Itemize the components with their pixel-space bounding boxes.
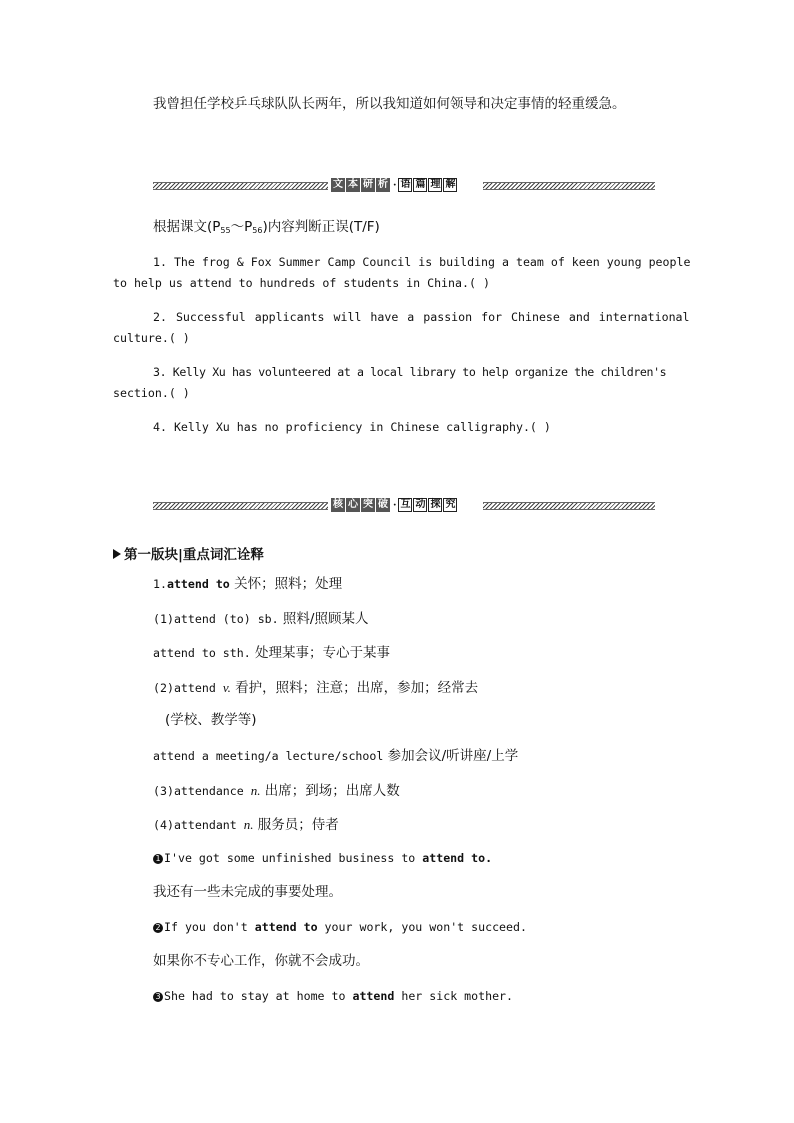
vocab-line-cn: 服务员；侍者 xyxy=(253,817,339,833)
vocab-line-cn: 参加会议/听讲座/上学 xyxy=(383,748,519,764)
vocab-line xyxy=(153,818,339,833)
question-4-line1: 4. Kelly Xu has no proficiency in Chinese calligraphy.( ) xyxy=(153,420,551,434)
task-instruction xyxy=(153,221,380,235)
banner-char: 动 xyxy=(415,499,426,510)
section-heading xyxy=(113,549,264,563)
vocab-item-heading xyxy=(153,578,342,592)
question-1-line1: 1. The frog & Fox Summer Camp Council is building a team of keen young people xyxy=(153,255,691,269)
banner-char: 研 xyxy=(363,179,373,190)
example-bold: attend xyxy=(352,989,395,1003)
vocab-line-en: (4)attendant xyxy=(153,818,244,832)
banner-title xyxy=(331,178,458,192)
section-heading-text: 第一版块|重点词汇诠释 xyxy=(124,547,264,563)
question-2-line2: culture.( ) xyxy=(113,331,190,345)
section-banner-text-analysis xyxy=(153,178,655,192)
vocab-line-continuation: (学校、教学等) xyxy=(165,712,257,728)
example-number-badge: 1 xyxy=(153,854,163,864)
banner-title xyxy=(331,498,458,512)
banner-separator: · xyxy=(393,499,397,511)
banner-char: 本 xyxy=(348,179,358,190)
task-sub1: 55 xyxy=(220,226,231,235)
task-prefix: 根据课文(P xyxy=(153,219,221,235)
vocab-line xyxy=(153,750,518,764)
task-sub2: 56 xyxy=(252,226,263,235)
question-3-line2: section.( ) xyxy=(113,386,190,400)
example-pre: She had to stay at home to xyxy=(164,989,353,1003)
vocab-line xyxy=(153,613,368,627)
banner-separator: · xyxy=(393,179,397,191)
example-bold: attend to xyxy=(254,920,318,934)
example-pre: If you don't xyxy=(164,920,255,934)
vocab-line-pos: n. xyxy=(243,817,254,832)
banner-hatch-right xyxy=(483,182,655,190)
example-sentence-2 xyxy=(153,922,527,934)
vocab-line-cn: 处理某事；专心于某事 xyxy=(250,645,391,661)
example-bold: attend to. xyxy=(422,851,493,865)
vocab-line xyxy=(153,647,390,661)
intro-sentence: 我曾担任学校乒乓球队队长两年，所以我知道如何领导和决定事情的轻重缓急。 xyxy=(153,96,626,112)
vocab-line-en: (2)attend xyxy=(153,681,223,695)
banner-char: 语 xyxy=(400,179,411,190)
vocab-line-pos: v. xyxy=(222,680,231,695)
example-sentence-1 xyxy=(153,853,492,865)
example-number-badge: 2 xyxy=(153,923,163,933)
example-pre: I've got some unfinished business to xyxy=(164,851,423,865)
example-post: your work, you won't succeed. xyxy=(317,920,527,934)
banner-char: 破 xyxy=(378,499,388,510)
banner-char: 核 xyxy=(333,499,343,510)
vocab-line xyxy=(153,681,478,696)
vocab-line-en: (1)attend (to) sb. xyxy=(153,612,279,626)
question-1-line2: to help us attend to hundreds of students in China.( ) xyxy=(113,276,490,290)
banner-char: 互 xyxy=(400,499,411,510)
vocab-line-cn: 出席；到场；出席人数 xyxy=(260,783,400,799)
triangle-bullet-icon xyxy=(113,549,121,559)
section-banner-core-breakthrough xyxy=(153,498,655,512)
vocab-line-cn: 照料/照顾某人 xyxy=(278,611,369,627)
vocab-line-pos: n. xyxy=(250,783,261,798)
vocab-meaning: 关怀；照料；处理 xyxy=(229,576,343,592)
example-post: her sick mother. xyxy=(394,989,514,1003)
banner-char: 理 xyxy=(430,179,441,190)
task-mid: ～P xyxy=(230,219,253,235)
vocab-line-en: attend a meeting/a lecture/school xyxy=(153,749,384,763)
banner-char: 突 xyxy=(363,499,373,510)
vocab-word: attend to xyxy=(166,577,230,591)
banner-char: 究 xyxy=(445,499,456,510)
banner-char: 析 xyxy=(378,179,388,190)
task-suffix: )内容判断正误(T/F) xyxy=(262,219,380,235)
banner-char: 探 xyxy=(430,499,441,510)
banner-char: 心 xyxy=(348,499,358,510)
vocab-line-cn: 看护，照料；注意；出席，参加；经常去 xyxy=(230,680,479,696)
vocab-line xyxy=(153,784,400,799)
vocab-line-en: (3)attendance xyxy=(153,784,251,798)
question-2-line1: 2. Successful applicants will have a passion for Chinese and international xyxy=(153,310,690,324)
banner-char: 篇 xyxy=(415,179,426,190)
question-3-line1: 3. Kelly Xu has volunteered at a local library to help organize the children's xyxy=(153,365,667,379)
vocab-line-en: attend to sth. xyxy=(153,646,251,660)
banner-char: 解 xyxy=(445,179,456,190)
example-translation-2: 如果你不专心工作，你就不会成功。 xyxy=(153,953,369,969)
example-translation-1: 我还有一些未完成的事要处理。 xyxy=(153,884,342,900)
vocab-item-number: 1. xyxy=(153,577,167,591)
example-number-badge: 3 xyxy=(153,992,163,1002)
banner-hatch-right xyxy=(483,502,655,510)
banner-hatch-left xyxy=(153,502,328,510)
banner-char: 文 xyxy=(333,179,343,190)
banner-hatch-left xyxy=(153,182,328,190)
example-sentence-3 xyxy=(153,991,513,1003)
